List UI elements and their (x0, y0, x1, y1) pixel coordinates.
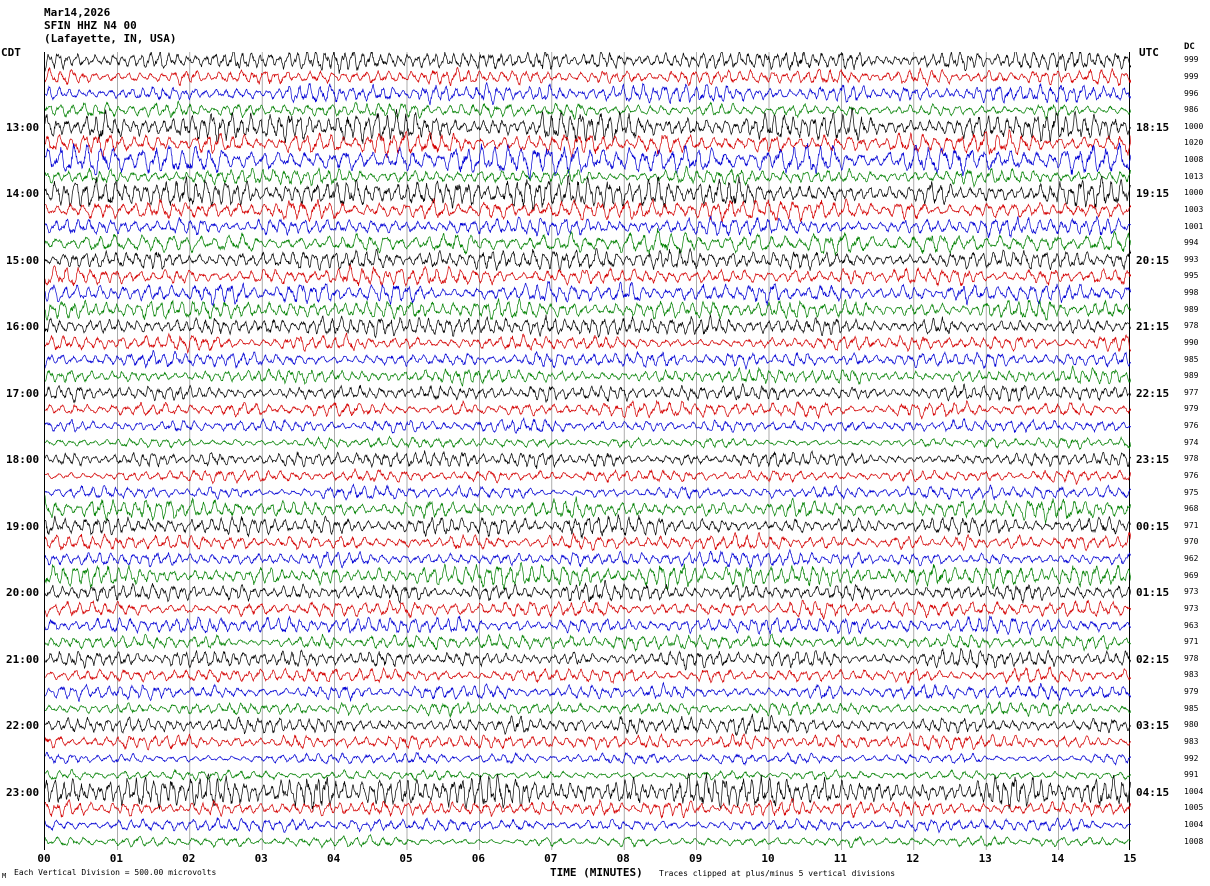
dc-value: 1020 (1184, 138, 1204, 148)
dc-value: 1001 (1184, 221, 1204, 231)
dc-value: 971 (1184, 637, 1199, 647)
x-tick-label: 09 (688, 852, 703, 865)
dc-value: 1004 (1184, 786, 1204, 796)
seismic-trace (45, 702, 1131, 718)
dc-value: 978 (1184, 454, 1199, 464)
left-time-label: 19:00 (6, 519, 40, 533)
left-time-label: 22:00 (6, 719, 40, 733)
dc-value: 1005 (1184, 803, 1204, 813)
dc-value: 978 (1184, 653, 1199, 663)
seismic-trace (45, 484, 1131, 500)
dc-value: 971 (1184, 520, 1199, 530)
x-tick-label: 12 (906, 852, 920, 865)
dc-value: 985 (1184, 354, 1199, 364)
dc-value: 975 (1184, 487, 1199, 497)
seismic-trace (45, 315, 1131, 338)
dc-value: 962 (1184, 554, 1199, 564)
dc-value: 1003 (1184, 204, 1204, 214)
seismogram-plot[interactable] (44, 52, 1130, 850)
seismic-trace (45, 83, 1131, 105)
scale-note: Each Vertical Division = 500.00 microvolts (14, 868, 217, 877)
left-time-label: 15:00 (6, 253, 40, 267)
right-time-label: 19:15 (1136, 187, 1170, 201)
seismic-trace (45, 563, 1131, 591)
seismic-trace (45, 683, 1131, 702)
dc-value: 996 (1184, 88, 1199, 98)
seismic-trace (45, 580, 1131, 603)
left-time-label: 16:00 (6, 320, 40, 334)
seismic-trace (45, 249, 1131, 271)
x-tick-label: 03 (254, 852, 268, 865)
seismic-trace (45, 450, 1131, 469)
dc-value: 974 (1184, 437, 1199, 447)
seismic-trace (45, 299, 1131, 321)
dc-value: 993 (1184, 254, 1199, 264)
header-station: SFIN HHZ N4 00 (44, 19, 137, 32)
x-tick-label: 02 (182, 852, 196, 865)
seismic-trace (45, 818, 1131, 833)
x-tick-label: 05 (399, 852, 413, 865)
seismic-trace (45, 366, 1131, 386)
scale-mark: M (2, 872, 7, 880)
left-timezone-label: CDT (1, 46, 21, 59)
right-time-label: 00:15 (1136, 519, 1170, 533)
clip-note: Traces clipped at plus/minus 5 vertical divisions (659, 869, 896, 878)
seismic-trace (45, 616, 1131, 635)
seismic-trace (45, 350, 1131, 369)
trace-canvas (45, 52, 1131, 850)
right-time-label: 03:15 (1136, 719, 1170, 733)
dc-value: 1008 (1184, 155, 1204, 165)
dc-value: 992 (1184, 753, 1199, 763)
seismic-trace (45, 468, 1131, 484)
seismic-trace (45, 333, 1131, 353)
seismic-trace (45, 384, 1131, 403)
dc-value: 983 (1184, 670, 1199, 680)
dc-value: 969 (1184, 570, 1199, 580)
dc-value: 995 (1184, 271, 1199, 281)
x-tick-label: 14 (1050, 852, 1065, 865)
seismic-trace (45, 265, 1131, 286)
dc-value: 985 (1184, 703, 1199, 713)
seismic-trace (45, 550, 1131, 569)
seismic-trace (45, 401, 1131, 419)
x-tick-label: 06 (471, 852, 486, 865)
dc-value: 968 (1184, 504, 1199, 514)
dc-value: 978 (1184, 321, 1199, 331)
seismic-trace (45, 773, 1131, 811)
seismic-trace (45, 634, 1131, 651)
x-tick-label: 07 (544, 852, 558, 865)
right-time-label: 21:15 (1136, 320, 1170, 334)
left-time-label: 18:00 (6, 453, 40, 467)
seismic-trace (45, 667, 1131, 683)
x-tick-label: 00 (37, 852, 51, 865)
x-tick-label: 10 (761, 852, 775, 865)
dc-value: 973 (1184, 603, 1199, 613)
seismic-trace (45, 799, 1131, 819)
dc-value: 1008 (1184, 836, 1204, 846)
right-timezone-label: UTC (1139, 46, 1159, 59)
dc-value: 989 (1184, 304, 1199, 314)
header-date: Mar14,2026 (44, 6, 111, 19)
left-time-label: 14:00 (6, 187, 40, 201)
seismic-trace (45, 835, 1131, 848)
dc-value: 1000 (1184, 188, 1204, 198)
left-time-label: 20:00 (6, 586, 40, 600)
seismic-trace (45, 532, 1131, 550)
seismic-trace (45, 436, 1131, 449)
left-time-label: 21:00 (6, 652, 40, 666)
seismic-trace (45, 281, 1131, 306)
left-time-label: 17:00 (6, 386, 40, 400)
dc-column-header: DC (1184, 42, 1195, 52)
seismic-trace (45, 52, 1131, 74)
dc-value: 1013 (1184, 171, 1204, 181)
x-tick-label: 13 (978, 852, 992, 865)
right-time-label: 02:15 (1136, 652, 1170, 666)
dc-value: 990 (1184, 337, 1199, 347)
seismic-trace (45, 418, 1131, 433)
seismic-trace (45, 228, 1131, 256)
x-tick-label: 01 (109, 852, 124, 865)
seismic-trace (45, 752, 1131, 764)
dc-value: 979 (1184, 687, 1199, 697)
seismic-trace (45, 714, 1131, 736)
dc-value: 1004 (1184, 820, 1204, 830)
dc-value: 989 (1184, 371, 1199, 381)
dc-value: 976 (1184, 421, 1199, 431)
dc-value: 977 (1184, 387, 1199, 397)
left-time-label: 13:00 (6, 120, 40, 134)
dc-value: 986 (1184, 105, 1199, 115)
seismic-trace (45, 176, 1131, 211)
dc-value: 983 (1184, 736, 1199, 746)
right-time-label: 01:15 (1136, 586, 1170, 600)
dc-value: 979 (1184, 404, 1199, 414)
x-tick-label: 08 (616, 852, 630, 865)
header-location: (Lafayette, IN, USA) (44, 32, 177, 45)
dc-value: 976 (1184, 470, 1199, 480)
dc-value: 994 (1184, 238, 1199, 248)
left-time-label: 23:00 (6, 785, 40, 799)
seismic-trace (45, 216, 1131, 238)
dc-value: 999 (1184, 55, 1199, 65)
seismic-trace (45, 733, 1131, 750)
dc-value: 980 (1184, 720, 1199, 730)
right-time-label: 18:15 (1136, 120, 1170, 134)
seismic-trace (45, 166, 1131, 186)
x-tick-label: 15 (1123, 852, 1137, 865)
right-time-label: 20:15 (1136, 253, 1170, 267)
right-time-label: 22:15 (1136, 386, 1170, 400)
x-axis-title: TIME (MINUTES) (550, 866, 643, 879)
x-tick-label: 11 (833, 852, 848, 865)
x-tick-label: 04 (326, 852, 341, 865)
dc-value: 973 (1184, 587, 1199, 597)
seismic-trace (45, 68, 1131, 86)
dc-value: 991 (1184, 770, 1199, 780)
dc-value: 963 (1184, 620, 1199, 630)
dc-value: 999 (1184, 71, 1199, 81)
dc-value: 1000 (1184, 121, 1204, 131)
seismic-trace (45, 648, 1131, 670)
right-time-label: 04:15 (1136, 785, 1170, 799)
dc-value: 970 (1184, 537, 1199, 547)
dc-value: 998 (1184, 288, 1199, 298)
right-time-label: 23:15 (1136, 453, 1170, 467)
seismic-trace (45, 101, 1131, 119)
